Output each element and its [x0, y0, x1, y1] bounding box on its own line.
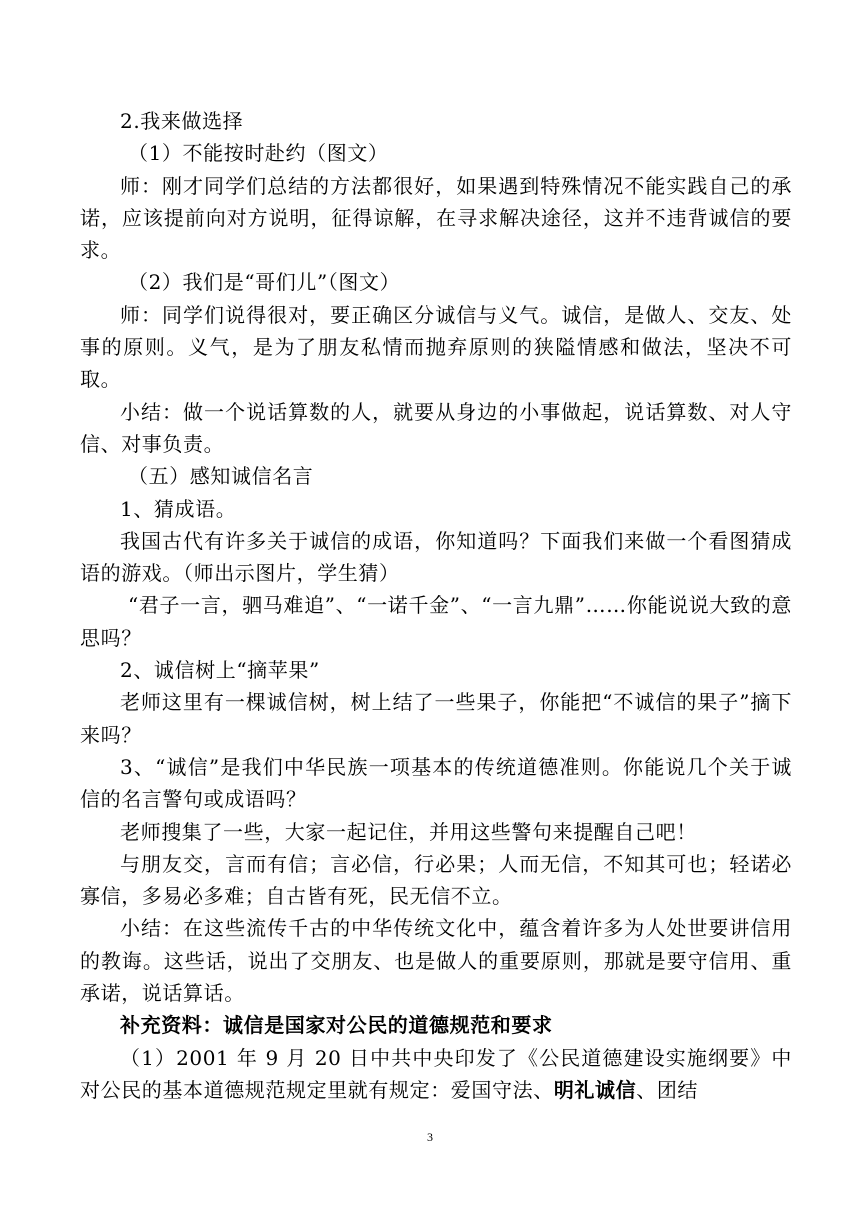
paragraph: 3、“诚信”是我们中华民族一项基本的传统道德准则。你能说几个关于诚信的名言警句或成语吗？ [80, 754, 792, 812]
paragraph: （1）不能按时赴约（图文） [128, 141, 389, 166]
section-heading: （五）感知诚信名言 [128, 464, 314, 489]
paragraph: （2）我们是“哥们儿”（图文） [128, 270, 401, 295]
paragraph: 师：同学们说得很对，要正确区分诚信与义气。诚信，是做人、交友、处事的原则。义气，是为了朋友私情而抛弃原则的狭隘情感和做法，坚决不可取。 [80, 302, 792, 392]
paragraph: 小结：在这些流传千古的中华传统文化中，蕴含着许多为人处世要讲信用的教诲。这些话，说出了交朋友、也是做人的重要原则，那就是要守信用、重承诺，说话算话。 [80, 916, 792, 1006]
paragraph: 1、猜成语。 [120, 496, 237, 521]
paragraph: 我国古代有许多关于诚信的成语，你知道吗？下面我们来做一个看图猜成语的游戏。（师出示图片，学生猜） [80, 528, 792, 586]
paragraph: 老师搜集了一些，大家一起记住，并用这些警句来提醒自己吧！ [120, 819, 697, 844]
paragraph: 2.我来做选择 [120, 109, 244, 133]
paragraph: 老师这里有一棵诚信树，树上结了一些果子，你能把“不诚信的果子”摘下来吗？ [80, 690, 792, 747]
page-number: 3 [427, 1130, 433, 1144]
paragraph-text: 、团结 [636, 1077, 699, 1102]
paragraph: 2、诚信树上“摘苹果” [120, 658, 320, 683]
paragraph [80, 1042, 792, 1107]
paragraph: 小结：做一个说话算数的人，就要从身边的小事做起，说话算数、对人守信、对事负责。 [80, 399, 792, 456]
paragraph-text: （1）2001 年 9 月 20 日中共中央印发了《公民道德建设实施纲要》中对公民的基本道德规范规定里就有规定：爱国守法、 [80, 1045, 792, 1102]
supplement-heading: 补充资料：诚信是国家对公民的道德规范和要求 [120, 1013, 553, 1038]
paragraph: 与朋友交，言而有信；言必信，行必果；人而无信，不知其可也；轻诺必寡信，多易必多难；自古皆有死，民无信不立。 [80, 851, 792, 909]
document-body [80, 105, 792, 1106]
paragraph: “君子一言，驷马难追”、“一诺千金”、“一言九鼎”……你能说说大致的意思吗？ [80, 593, 792, 650]
paragraph: 师：刚才同学们总结的方法都很好，如果遇到特殊情况不能实践自己的承诺，应该提前向对方说明，征得谅解，在寻求解决途径，这并不违背诚信的要求。 [80, 173, 792, 263]
bold-phrase: 明礼诚信 [553, 1077, 637, 1102]
